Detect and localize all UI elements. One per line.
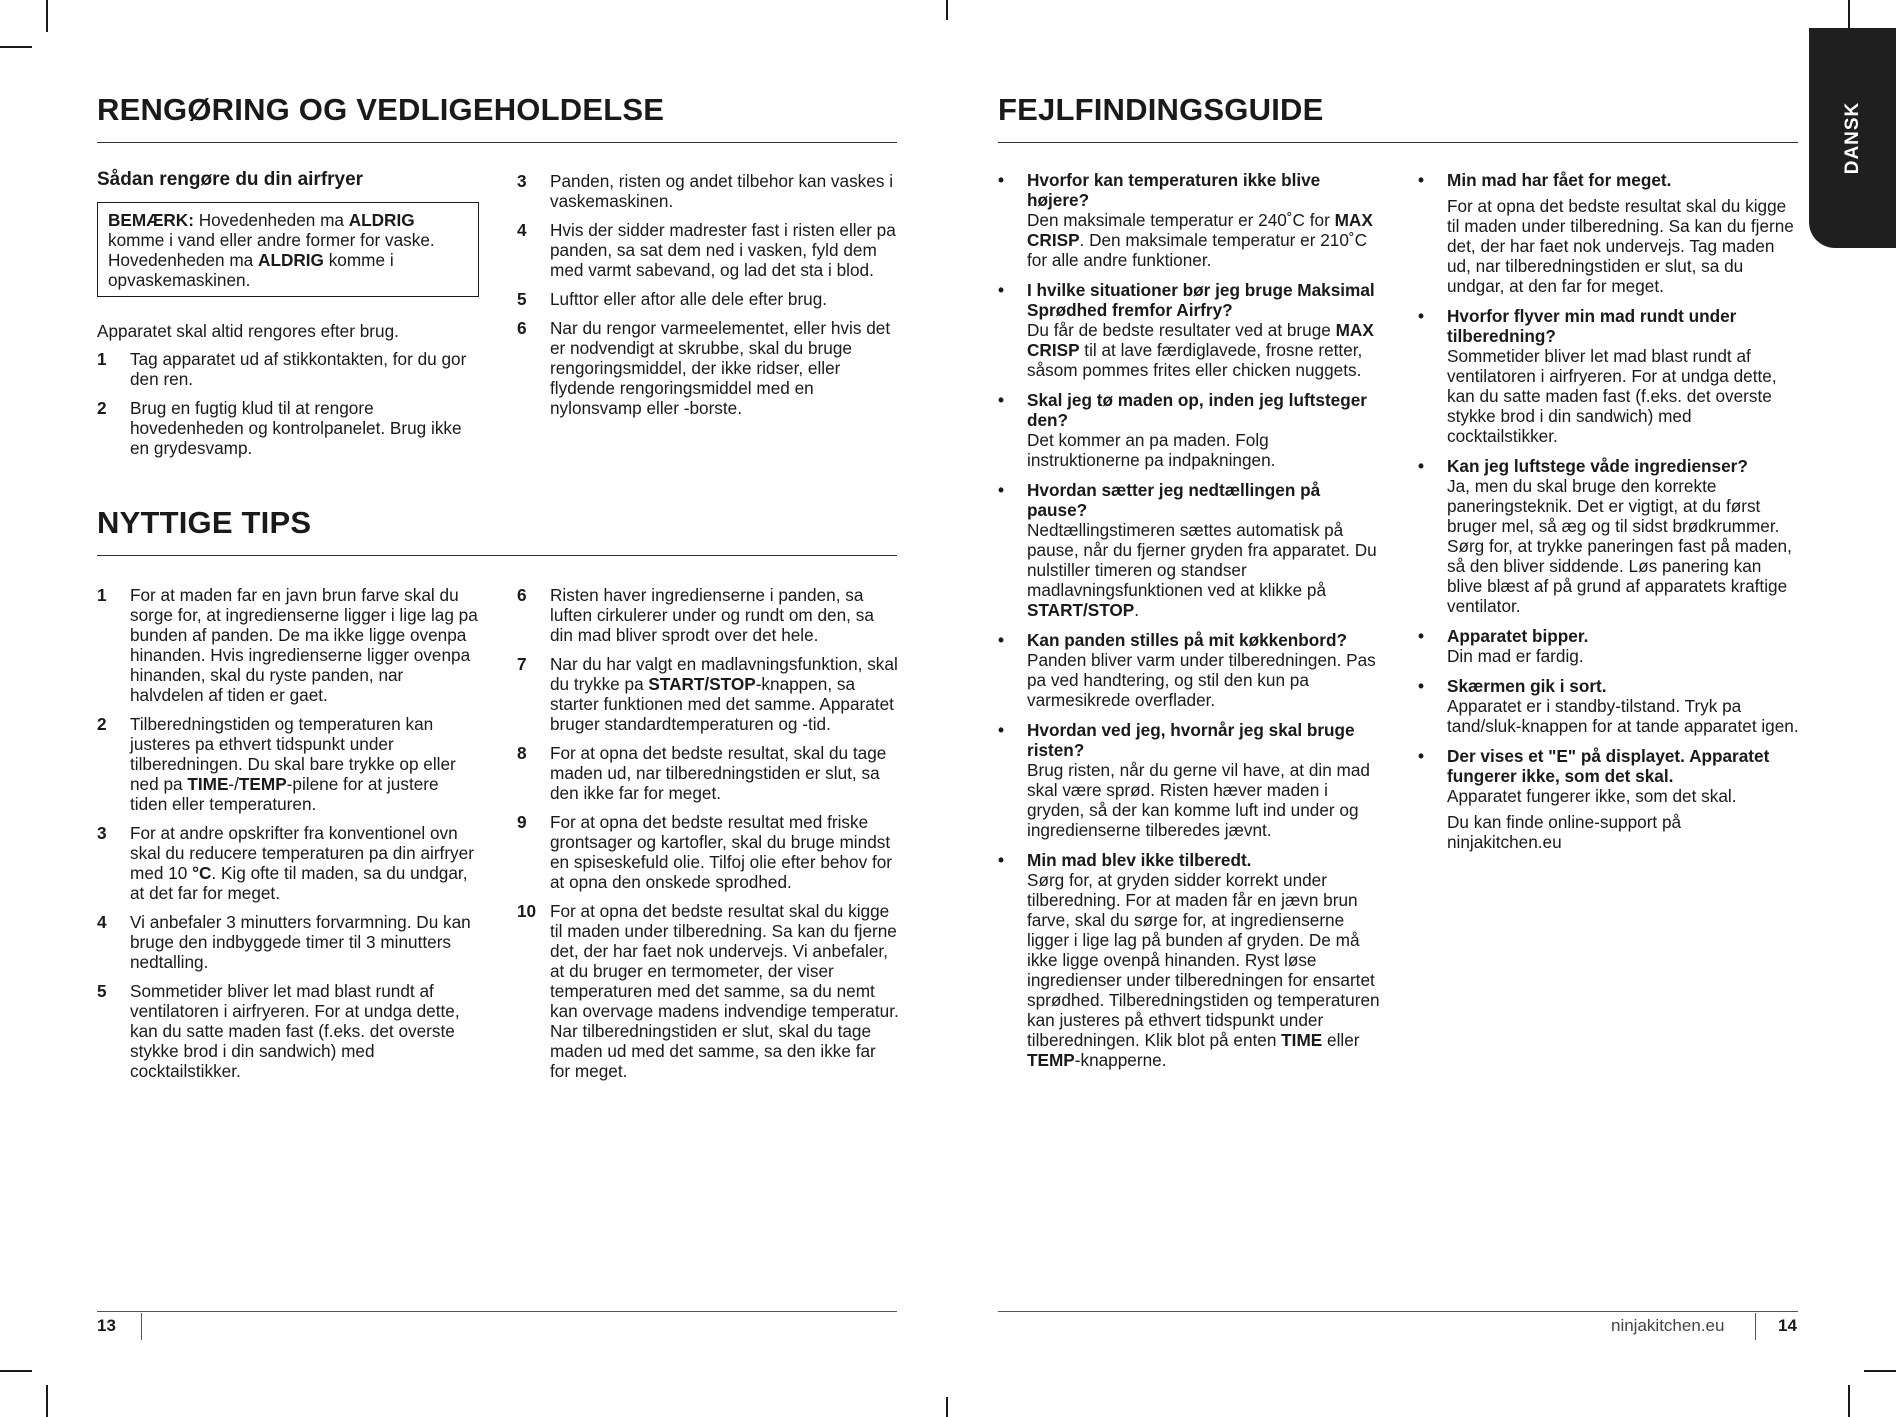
list-item (97, 714, 479, 814)
step-number: 5 (517, 289, 527, 309)
faq-item (1418, 456, 1800, 616)
text-emphasis: START/STOP (1027, 600, 1135, 620)
step-text (550, 654, 900, 734)
step-number: 6 (517, 318, 527, 338)
bullet: • (998, 720, 1005, 740)
faq-answer (1027, 320, 1380, 380)
text-emphasis: MAX CRISP (1027, 210, 1373, 250)
faq-answer (1027, 210, 1380, 270)
troubleshooting-heading: FEJLFINDINGSGUIDE (998, 92, 1324, 127)
faq-question: Hvordan ved jeg, hvornår jeg skal bruge risten? (1027, 720, 1355, 760)
step-text: Brug en fugtig klud til at rengore hovedenheden og kontrolpanelet. Brug ikke en grydesvamp. (130, 398, 462, 458)
note-text: komme i vand eller andre former for vaske. Hovedenheden ma (108, 230, 435, 270)
bullet: • (998, 480, 1005, 500)
faq-answer: Brug risten, når du gerne vil have, at din mad skal være sprød. Risten hæver maden i gryden, så der kan komme luft ind under og ingredienserne tilberedes jævnt. (1027, 760, 1370, 840)
faq-answer: Ja, men du skal bruge den korrekte paneringsteknik. Det er vigtigt, at du først bruger mel, så æg og til sidst brødkrummer. Sørg for, at trykke paneringen fast på maden, så den bliver siddende. Løs panering kan blive blæst af på grund af apparatets kraftige ventilator. (1447, 476, 1792, 616)
step-number: 6 (517, 585, 527, 605)
step-text: Hvis der sidder madrester fast i risten eller pa panden, sa sat dem ned i vasken, fyld dem med varmt sabevand, og lad det sta i blod. (550, 220, 896, 280)
page-number-left: 13 (97, 1316, 116, 1335)
support-text: Du kan finde online-support på ninjakitchen.eu (1447, 812, 1682, 852)
step-text: Sommetider bliver let mad blast rundt af ventilatoren i airfryeren. For at undga dette, kan du satte maden fast (f.eks. det overste stykke brod i din sandwich) med cocktailstikker. (130, 981, 460, 1081)
page-number-right: 14 (1778, 1316, 1797, 1335)
step-text: For at opna det bedste resultat med friske grontsager og kartofler, skal du bruge mindst en spiseskefuld olie. Tilfoj olie efter behov for at opna den onskede sprodhed. (550, 812, 893, 892)
step-text: Panden, risten og andet tilbehor kan vaskes i vaskemaskinen. (550, 171, 894, 211)
faq-question: Skal jeg tø maden op, inden jeg luftsteger den? (1027, 390, 1367, 430)
bullet: • (998, 280, 1005, 300)
step-number: 3 (97, 823, 107, 843)
faq-question: Hvorfor flyver min mad rundt under tilberedning? (1447, 306, 1737, 346)
faq-item (1418, 170, 1800, 296)
faq-answer: Din mad er fardig. (1447, 646, 1584, 666)
text-emphasis: °C (192, 863, 212, 883)
text-run: Den maksimale temperatur er 240˚C for (1027, 210, 1335, 230)
footer-separator (141, 1313, 142, 1340)
faq-question: Skærmen gik i sort. (1447, 676, 1607, 696)
bullet: • (998, 170, 1005, 190)
step-text: Tag apparatet ud af stikkontakten, for du gor den ren. (130, 349, 467, 389)
step-text: For at opna det bedste resultat, skal du tage maden ud, nar tilberedningstiden er slut, sa den ikke far for meget. (550, 743, 887, 803)
language-tab (1809, 28, 1896, 248)
list-item (97, 912, 479, 972)
step-number: 2 (97, 398, 107, 418)
cleaning-intro: Apparatet skal altid rengores efter brug. (97, 321, 399, 341)
list-item (517, 901, 900, 1081)
text-run: Du får de bedste resultater ved at bruge (1027, 320, 1336, 340)
text-run: . Den maksimale temperatur er 210˚C for alle andre funktioner. (1027, 230, 1368, 270)
crop-mark (0, 1370, 32, 1372)
text-emphasis: TIME (1281, 1030, 1323, 1050)
step-number: 5 (97, 981, 107, 1001)
footer-rule (97, 1311, 897, 1312)
faq-item (1418, 306, 1800, 446)
faq-item (998, 390, 1380, 470)
tips-heading: NYTTIGE TIPS (97, 505, 312, 540)
faq-item (1418, 626, 1800, 666)
faq-item (998, 280, 1380, 380)
bullet: • (1418, 306, 1425, 326)
step-number: 7 (517, 654, 527, 674)
list-item (517, 585, 900, 645)
tips-column-2 (517, 585, 900, 1090)
text-run: -knapperne. (1074, 1050, 1167, 1070)
step-number: 10 (517, 901, 537, 921)
faq-column-2 (1418, 170, 1800, 862)
step-number: 8 (517, 743, 527, 763)
faq-question: Min mad har fået for meget. (1447, 170, 1672, 190)
list-item (517, 289, 900, 309)
step-text: Vi anbefaler 3 minutters forvarmning. Du kan bruge den indbyggede timer til 3 minutters nedtalling. (130, 912, 471, 972)
cleaning-column-2 (517, 171, 900, 427)
list-item (97, 981, 479, 1081)
note-emphasis: ALDRIG (348, 210, 415, 230)
text-run: Tilberedningstiden og temperaturen kan justeres pa ethvert tidspunkt under tilberedningen. Du skal bare trykke op eller ned pa (130, 714, 456, 794)
faq-answer: Apparatet fungerer ikke, som det skal. (1447, 786, 1737, 806)
list-item (517, 171, 900, 211)
bullet: • (1418, 676, 1425, 696)
heading-rule (97, 555, 897, 556)
footer-separator (1755, 1313, 1756, 1340)
cleaning-subheading: Sådan rengøre du din airfryer (97, 169, 364, 190)
faq-answer (1027, 870, 1380, 1070)
crop-mark (946, 0, 948, 20)
faq-item (998, 630, 1380, 710)
bullet: • (998, 850, 1005, 870)
note-box (97, 202, 479, 297)
heading-rule (998, 142, 1798, 143)
text-run: eller (1322, 1030, 1360, 1050)
step-text: Lufttor eller aftor alle dele efter brug. (550, 289, 828, 309)
step-number: 9 (517, 812, 527, 832)
text-run: -pilene for at justere tiden eller temperaturen. (130, 774, 439, 814)
text-run: . (1134, 600, 1140, 620)
footer-url: ninjakitchen.eu (1611, 1316, 1725, 1335)
faq-question: Kan panden stilles på mit køkkenbord? (1027, 630, 1347, 650)
faq-item (1418, 746, 1800, 852)
faq-question: I hvilke situationer bør jeg bruge Maksimal Sprødhed fremfor Airfry? (1027, 280, 1375, 320)
list-item (97, 398, 479, 458)
crop-mark (1864, 1370, 1896, 1372)
text-run: Nedtællingstimeren sættes automatisk på pause, når du fjerner gryden fra apparatet. Du nulstiller timeren og standser madlavningsfunktionen ved at klikke på (1027, 520, 1377, 600)
list-item (517, 318, 900, 418)
bullet: • (998, 390, 1005, 410)
note-emphasis: ALDRIG (258, 250, 324, 270)
faq-answer: For at opna det bedste resultat skal du kigge til maden under tilberedning. Sa kan du fjerne det, der har faet nok undervejs. Tag maden ud, nar tilberedningstiden er slut, sa du undgar, at den far for meget. (1447, 196, 1794, 296)
step-number: 4 (97, 912, 107, 932)
crop-mark (46, 1385, 48, 1417)
text-emphasis: TEMP (238, 774, 287, 794)
crop-mark (946, 1397, 948, 1417)
step-number: 3 (517, 171, 527, 191)
list-item (97, 585, 479, 705)
bullet: • (1418, 456, 1425, 476)
text-run: til at lave færdiglavede, frosne retter, såsom pommes frites eller chicken nuggets. (1027, 340, 1363, 380)
faq-question: Apparatet bipper. (1447, 626, 1589, 646)
text-run: -/ (228, 774, 239, 794)
text-emphasis: TIME (187, 774, 229, 794)
text-run: For at andre opskrifter fra konventionel ovn skal du reducere temperaturen pa din airfryer med 10 (130, 823, 474, 883)
bullet: • (998, 630, 1005, 650)
faq-answer: Apparatet er i standby-tilstand. Tryk pa tand/sluk-knappen for at tande apparatet igen. (1447, 696, 1799, 736)
step-text (130, 714, 479, 814)
list-item (97, 823, 479, 903)
heading-rule (97, 142, 897, 143)
list-item (517, 654, 900, 734)
note-text: Hovedenheden ma (193, 210, 349, 230)
crop-mark (0, 46, 32, 48)
text-run: Sørg for, at gryden sidder korrekt under tilberedning. For at maden får en jævn brun farve, skal du sørge for, at ingredienserne ligger i lige lag på bunden af gryden. De må ikke ligge ovenpå hinanden. Ryst løse ingredienser under tilberedningen for ensartet sprødhed. Tilberedningstiden og temperaturen kan justeres på ethvert tidspunkt under tilberedningen. Klik blot på enten (1027, 870, 1380, 1050)
step-text (130, 823, 479, 903)
list-item (517, 812, 900, 892)
faq-answer: Sommetider bliver let mad blast rundt af ventilatoren i airfryeren. For at undga dette, kan du satte maden fast (f.eks. det overste stykke brod i din sandwich) med cocktailstikker. (1447, 346, 1777, 446)
faq-question: Min mad blev ikke tilberedt. (1027, 850, 1252, 870)
faq-answer: Panden bliver varm under tilberedningen. Pas pa ved handtering, og stil den kun pa varmesikrede overflader. (1027, 650, 1376, 710)
text-run: Nar du har valgt en madlavningsfunktion, skal du trykke pa (550, 654, 898, 694)
footer-rule (998, 1311, 1798, 1312)
cleaning-heading: RENGØRING OG VEDLIGEHOLDELSE (97, 92, 665, 127)
step-number: 1 (97, 349, 107, 369)
step-number: 4 (517, 220, 527, 240)
bullet: • (1418, 746, 1425, 766)
faq-item (998, 170, 1380, 270)
faq-answer: Det kommer an pa maden. Folg instruktionerne pa indpakningen. (1027, 430, 1276, 470)
text-run: -knappen, sa starter funktionen med det samme. Apparatet bruger standardtemperaturen og -tid. (550, 674, 894, 734)
step-text: For at maden far en javn brun farve skal du sorge for, at ingredienserne ligger i lige lag pa bunden af panden. De ma ikke ligge ovenpa hinanden. Hvis ingredienserne ligger ovenpa hinanden, skal du ryste panden, nar halvdelen af tiden er gaet. (130, 585, 478, 705)
step-text: Risten haver ingredienserne i panden, sa luften cirkulerer under og rundt om den, sa din mad bliver sprodt over det hele. (550, 585, 874, 645)
note-text: komme i opvaskemaskinen. (108, 250, 394, 290)
text-emphasis: START/STOP (648, 674, 756, 694)
faq-item (998, 720, 1380, 840)
list-item (517, 220, 900, 280)
list-item (517, 743, 900, 803)
step-text: Nar du rengor varmeelementet, eller hvis det er nodvendigt at skrubbe, skal du bruge rengoringsmiddel, der ikke ridser, eller flydende rengoringsmiddel med en nylonsvamp eller -borste. (550, 318, 891, 418)
faq-item (998, 850, 1380, 1070)
step-number: 2 (97, 714, 107, 734)
text-emphasis: TEMP (1027, 1050, 1075, 1070)
faq-column-1 (998, 170, 1380, 1080)
cleaning-column-1 (97, 170, 479, 467)
list-item (97, 349, 479, 389)
faq-item (1418, 676, 1800, 736)
faq-question: Der vises et "E" på displayet. Apparatet fungerer ikke, som det skal. (1447, 746, 1770, 786)
text-run: . Kig ofte til maden, sa du undgar, at det far for meget. (130, 863, 468, 903)
crop-mark (46, 0, 48, 32)
faq-question: Hvorfor kan temperaturen ikke blive højere? (1027, 170, 1321, 210)
faq-item (998, 480, 1380, 620)
text-emphasis: MAX CRISP (1027, 320, 1374, 360)
language-tab-label: DANSK (1841, 101, 1863, 175)
note-label: BEMÆRK: (108, 210, 194, 230)
crop-mark (1848, 1385, 1850, 1417)
faq-answer (1027, 520, 1380, 620)
bullet: • (1418, 170, 1425, 190)
tips-column-1 (97, 585, 479, 1090)
step-text: For at opna det bedste resultat skal du kigge til maden under tilberedning. Sa kan du fjerne det, der har faet nok undervejs. Vi anbefaler, at du bruger en termometer, der viser temperaturen med det samme, sa du nemt kan overvage madens indvendige temperatur. Nar tilberedningstiden er slut, skal du tage maden ud med det samme, sa den ikke far for meget. (550, 901, 899, 1081)
step-number: 1 (97, 585, 107, 605)
faq-question: Hvordan sætter jeg nedtællingen på pause? (1027, 480, 1321, 520)
bullet: • (1418, 626, 1425, 646)
faq-question: Kan jeg luftstege våde ingredienser? (1447, 456, 1748, 476)
